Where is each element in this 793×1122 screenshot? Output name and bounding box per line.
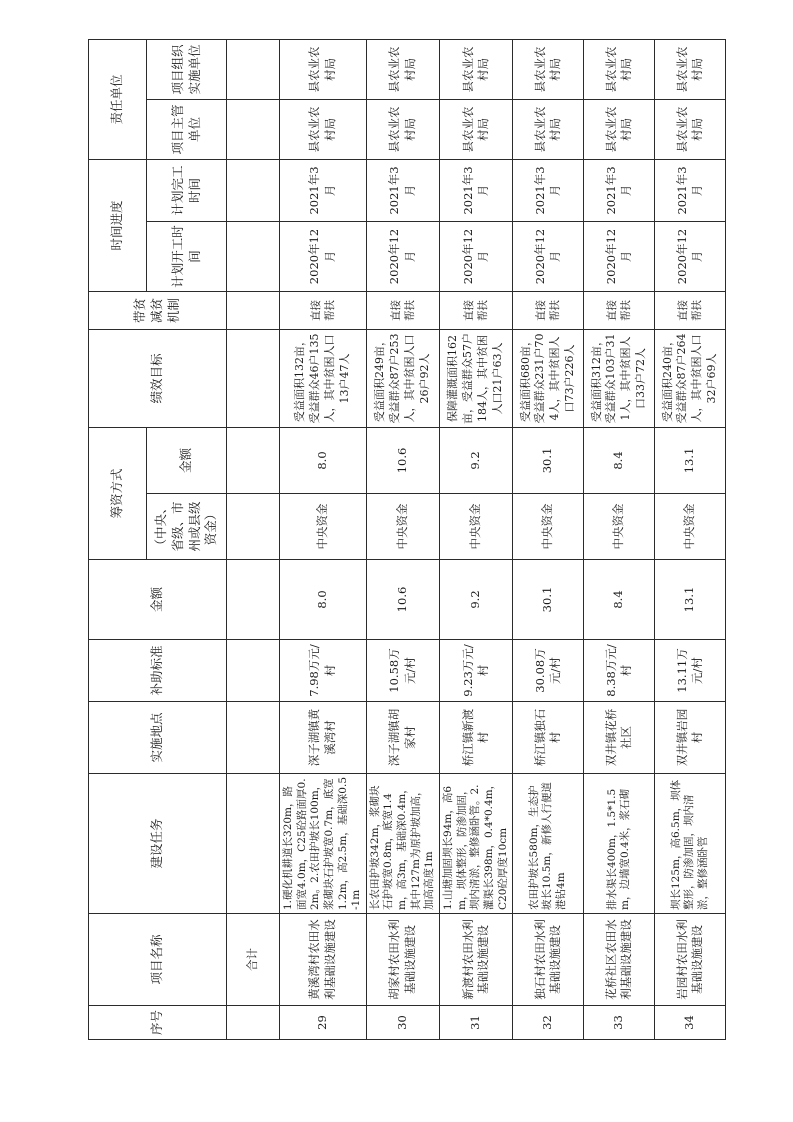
header-funding-amount: 金额 bbox=[147, 427, 227, 493]
project-table bbox=[88, 39, 726, 1040]
cell-location: 深子湖镇黄溪湾村 bbox=[280, 702, 367, 774]
header-funding-source: （中央、省级、市州或县级资金） bbox=[147, 494, 227, 560]
cell-fund: 13.1 bbox=[655, 427, 726, 493]
cell-performance: 受益面积249亩，受益群众87户253人，其中贫困人口26户92人 bbox=[366, 329, 439, 427]
cell-task: 1.硬化机耕道长320m，路面宽4.0m，C25砼路面厚0.2m。2.农田护坡长100m，浆砌块石护坡宽0.7m，底宽1.2m，高2.5m，基础深0.5-1m bbox=[280, 774, 367, 914]
cell-organizer: 县农业农村局 bbox=[366, 39, 439, 99]
cell-fund: 8.4 bbox=[584, 427, 655, 493]
cell-name: 黄溪湾村农田水利基础设施建设 bbox=[280, 914, 367, 1006]
cell-location: 双井镇花桥社区 bbox=[584, 702, 655, 774]
header-supervisor: 项目主管单位 bbox=[147, 99, 227, 159]
header-performance: 绩效目标 bbox=[89, 329, 227, 427]
cell-fund: 10.6 bbox=[366, 427, 439, 493]
cell-mechanism: 直接帮扶 bbox=[280, 291, 367, 329]
cell-subsidy: 13.11万元/村 bbox=[655, 640, 726, 702]
cell-organizer: 县农业农村局 bbox=[513, 39, 584, 99]
cell-start: 2020年12月 bbox=[513, 221, 584, 291]
header-name: 项目名称 bbox=[89, 914, 227, 1006]
header-organizer: 项目组织实施单位 bbox=[147, 39, 227, 99]
cell-start: 2020年12月 bbox=[366, 221, 439, 291]
cell-source: 中央资金 bbox=[440, 494, 513, 560]
cell-source: 中央资金 bbox=[280, 494, 367, 560]
cell-mechanism: 直接帮扶 bbox=[655, 291, 726, 329]
cell-supervisor: 县农业农村局 bbox=[366, 99, 439, 159]
header-subsidy: 补助标准 bbox=[89, 640, 227, 702]
cell-supervisor: 县农业农村局 bbox=[280, 99, 367, 159]
cell-name: 新渡村农田水利基础设施建设 bbox=[440, 914, 513, 1006]
cell-amount: 10.6 bbox=[366, 560, 439, 640]
table-row bbox=[440, 39, 513, 1039]
cell-end: 2021年3月 bbox=[513, 159, 584, 221]
cell-organizer: 县农业农村局 bbox=[440, 39, 513, 99]
cell-supervisor: 县农业农村局 bbox=[584, 99, 655, 159]
cell-mechanism: 直接帮扶 bbox=[513, 291, 584, 329]
cell-subsidy: 8.38万元/村 bbox=[584, 640, 655, 702]
cell-amount: 8.0 bbox=[280, 560, 367, 640]
cell-source: 中央资金 bbox=[655, 494, 726, 560]
table-row bbox=[584, 39, 655, 1039]
cell-performance: 受益面积312亩，受益群众103户311人，其中贫困人口33户72人 bbox=[584, 329, 655, 427]
cell-task: 1.山塘加固坝长94m，高6m，坝体整形，防渗加固，坝内清淤，整修涵卧管。2.灌渠长398m，0.4*0.4m，C20砼厚度10cm bbox=[440, 774, 513, 914]
table-row bbox=[513, 39, 584, 1039]
cell-performance: 受益面积132亩，受益群众46户135人，其中贫困人口13户47人 bbox=[280, 329, 367, 427]
cell-name: 花桥社区农田水利基础设施建设 bbox=[584, 914, 655, 1006]
header-seq: 序号 bbox=[89, 1006, 227, 1040]
cell-start: 2020年12月 bbox=[440, 221, 513, 291]
header-start: 计划开工时间 bbox=[147, 221, 227, 291]
header-responsibility: 责任单位 bbox=[89, 39, 147, 159]
cell-end: 2021年3月 bbox=[366, 159, 439, 221]
cell-location: 深子湖镇胡家村 bbox=[366, 702, 439, 774]
cell-name: 独石村农田水利基础设施建设 bbox=[513, 914, 584, 1006]
cell-amount: 13.1 bbox=[655, 560, 726, 640]
header-task: 建设任务 bbox=[89, 774, 227, 914]
cell-organizer: 县农业农村局 bbox=[280, 39, 367, 99]
cell-start: 2020年12月 bbox=[584, 221, 655, 291]
cell-supervisor: 县农业农村局 bbox=[655, 99, 726, 159]
cell-task: 农田护坡长580m，生态护坡长10.5m，新修人行便道港钻4m bbox=[513, 774, 584, 914]
header-location: 实施地点 bbox=[89, 702, 227, 774]
header-amount: 金额 bbox=[89, 560, 227, 640]
cell-seq: 31 bbox=[440, 1006, 513, 1040]
cell-supervisor: 县农业农村局 bbox=[513, 99, 584, 159]
cell-mechanism: 直接帮扶 bbox=[366, 291, 439, 329]
table-row bbox=[655, 39, 726, 1039]
cell-seq: 29 bbox=[280, 1006, 367, 1040]
total-seq bbox=[227, 1006, 280, 1040]
cell-amount: 8.4 bbox=[584, 560, 655, 640]
cell-performance: 受益面积240亩，受益群众87户264人，其中贫困人口32户69人 bbox=[655, 329, 726, 427]
cell-end: 2021年3月 bbox=[440, 159, 513, 221]
cell-end: 2021年3月 bbox=[655, 159, 726, 221]
cell-source: 中央资金 bbox=[584, 494, 655, 560]
cell-location: 桥江镇独石村 bbox=[513, 702, 584, 774]
cell-subsidy: 10.58万元/村 bbox=[366, 640, 439, 702]
total-row bbox=[227, 39, 280, 1039]
header-mechanism: 带贫减贫机制 bbox=[89, 291, 227, 329]
cell-task: 坝长125m，高6.5m，坝体整形，防渗加固，坝内清淤，整修涵卧管 bbox=[655, 774, 726, 914]
cell-amount: 30.1 bbox=[513, 560, 584, 640]
cell-seq: 30 bbox=[366, 1006, 439, 1040]
cell-task: 长农田护坡342m，浆砌块石护坡宽0.8m，底宽1.4m，高3m，基础深0.4m，其中127m为原护坡加高，加高高度1m bbox=[366, 774, 439, 914]
cell-performance: 受益面积680亩，受益群众231户704人，其中贫困人口73户226人 bbox=[513, 329, 584, 427]
cell-source: 中央资金 bbox=[513, 494, 584, 560]
cell-amount: 9.2 bbox=[440, 560, 513, 640]
cell-mechanism: 直接帮扶 bbox=[584, 291, 655, 329]
cell-seq: 34 bbox=[655, 1006, 726, 1040]
cell-subsidy: 30.08万元/村 bbox=[513, 640, 584, 702]
cell-location: 双井镇岩园村 bbox=[655, 702, 726, 774]
cell-organizer: 县农业农村局 bbox=[584, 39, 655, 99]
table-row bbox=[280, 39, 367, 1039]
header-end: 计划完工时间 bbox=[147, 159, 227, 221]
cell-name: 胡家村农田水利基础设施建设 bbox=[366, 914, 439, 1006]
cell-seq: 32 bbox=[513, 1006, 584, 1040]
cell-subsidy: 9.23万元/村 bbox=[440, 640, 513, 702]
header-schedule: 时间进度 bbox=[89, 159, 147, 291]
cell-fund: 8.0 bbox=[280, 427, 367, 493]
header-funding: 筹资方式 bbox=[89, 427, 147, 559]
cell-supervisor: 县农业农村局 bbox=[440, 99, 513, 159]
cell-task: 排水渠长400m，1.5*1.5m，边墙宽0.4米，浆石砌 bbox=[584, 774, 655, 914]
cell-name: 岩园村农田水利基础设施建设 bbox=[655, 914, 726, 1006]
cell-fund: 30.1 bbox=[513, 427, 584, 493]
table-row bbox=[366, 39, 439, 1039]
cell-mechanism: 直接帮扶 bbox=[440, 291, 513, 329]
cell-start: 2020年12月 bbox=[655, 221, 726, 291]
cell-end: 2021年3月 bbox=[280, 159, 367, 221]
total-label: 合计 bbox=[227, 914, 280, 1006]
cell-end: 2021年3月 bbox=[584, 159, 655, 221]
cell-location: 桥江镇新渡村 bbox=[440, 702, 513, 774]
cell-fund: 9.2 bbox=[440, 427, 513, 493]
cell-seq: 33 bbox=[584, 1006, 655, 1040]
cell-subsidy: 7.98万元/村 bbox=[280, 640, 367, 702]
cell-start: 2020年12月 bbox=[280, 221, 367, 291]
cell-organizer: 县农业农村局 bbox=[655, 39, 726, 99]
cell-performance: 保障灌溉面积162亩，受益群众57户184人，其中贫困人口21户63人 bbox=[440, 329, 513, 427]
cell-source: 中央资金 bbox=[366, 494, 439, 560]
